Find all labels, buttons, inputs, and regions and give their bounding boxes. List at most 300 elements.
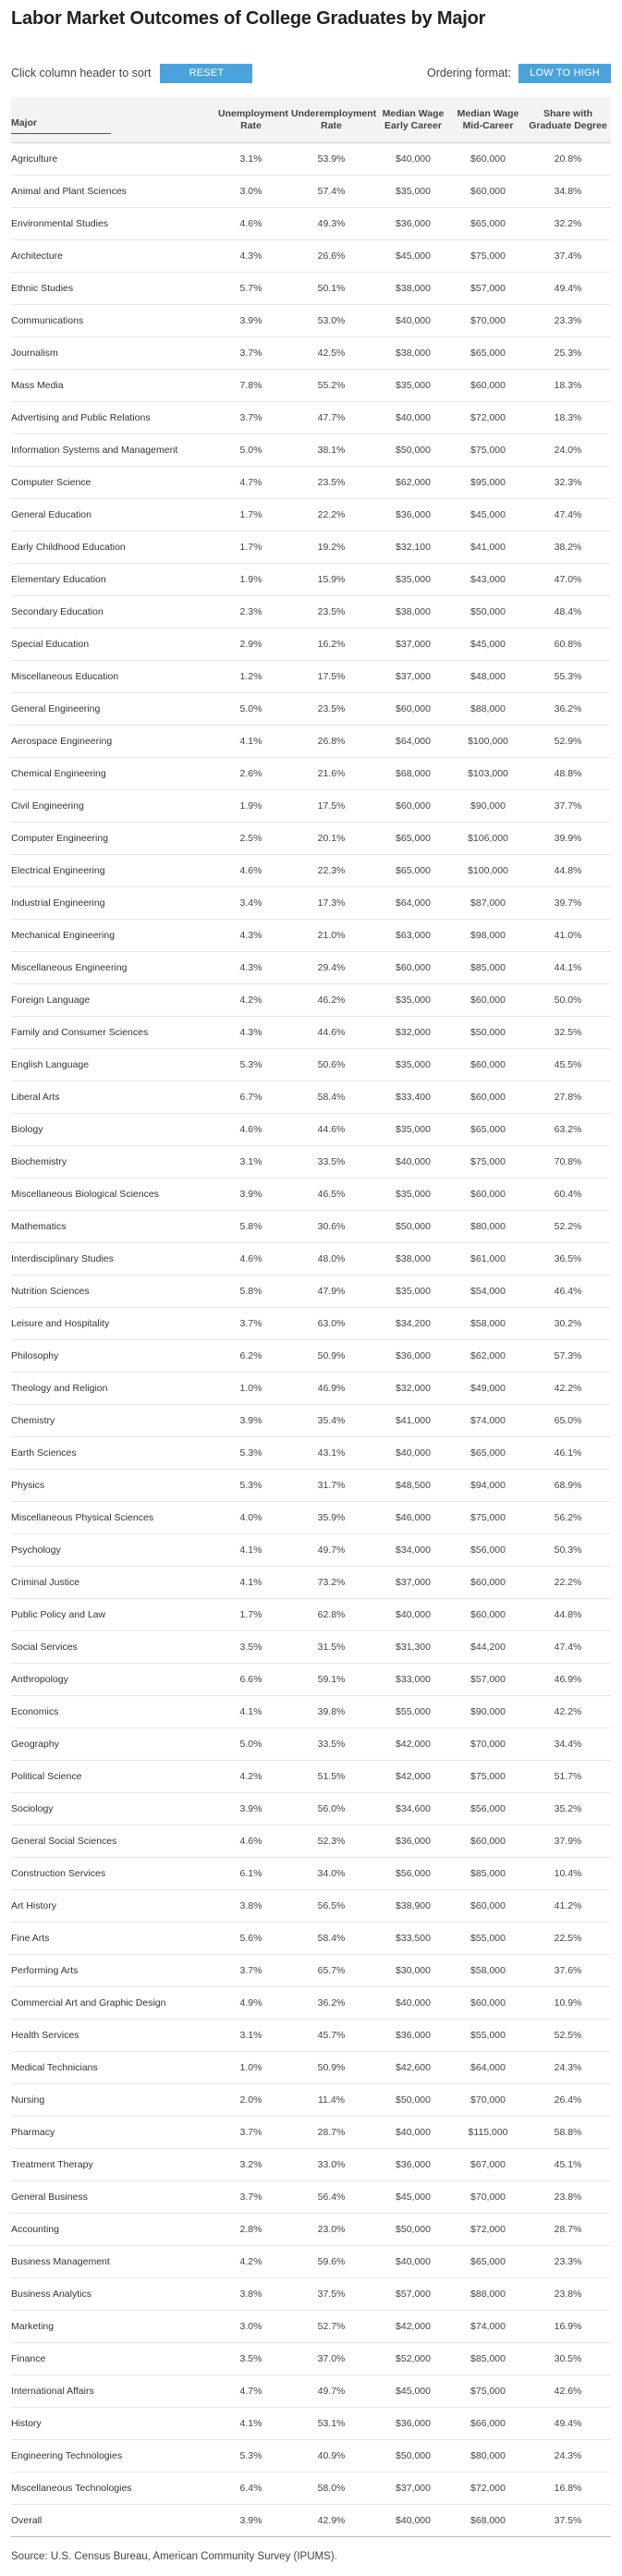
table-row	[11, 2214, 611, 2246]
cell-median-wage-mid: $80,000	[451, 2440, 525, 2472]
cell-unemployment-rate: 3.8%	[214, 1890, 287, 1923]
cell-major: Computer Engineering	[11, 823, 214, 855]
reset-button[interactable]: RESET	[160, 64, 252, 83]
cell-unemployment-rate: 5.3%	[214, 1470, 287, 1502]
cell-median-wage-mid: $75,000	[451, 240, 525, 273]
cell-major: General Education	[11, 499, 214, 531]
cell-graduate-share: 48.4%	[525, 596, 611, 629]
table-row	[11, 1276, 611, 1308]
table-row	[11, 1987, 611, 2020]
cell-graduate-share: 16.8%	[525, 2472, 611, 2505]
cell-graduate-share: 23.8%	[525, 2278, 611, 2311]
cell-graduate-share: 70.8%	[525, 1146, 611, 1178]
cell-median-wage-early: $34,200	[375, 1308, 451, 1340]
cell-underemployment-rate: 26.8%	[287, 726, 375, 758]
cell-major: Elementary Education	[11, 564, 214, 596]
cell-underemployment-rate: 15.9%	[287, 564, 375, 596]
cell-major: Accounting	[11, 2214, 214, 2246]
cell-underemployment-rate: 53.0%	[287, 305, 375, 337]
controls-bar	[11, 62, 611, 84]
cell-underemployment-rate: 30.6%	[287, 1211, 375, 1243]
cell-median-wage-mid: $95,000	[451, 467, 525, 499]
cell-underemployment-rate: 40.9%	[287, 2440, 375, 2472]
table-row	[11, 693, 611, 726]
cell-underemployment-rate: 21.0%	[287, 920, 375, 952]
cell-unemployment-rate: 3.0%	[214, 176, 287, 208]
cell-major: Fine Arts	[11, 1923, 214, 1955]
table-row	[11, 790, 611, 823]
cell-unemployment-rate: 4.3%	[214, 920, 287, 952]
cell-median-wage-early: $34,600	[375, 1793, 451, 1825]
cell-major: Communications	[11, 305, 214, 337]
cell-unemployment-rate: 3.8%	[214, 2278, 287, 2311]
cell-median-wage-early: $37,000	[375, 1567, 451, 1599]
sort-hint: Click column header to sort	[11, 67, 152, 79]
cell-major: Pharmacy	[11, 2117, 214, 2149]
cell-major: Philosophy	[11, 1340, 214, 1373]
cell-underemployment-rate: 44.6%	[287, 1114, 375, 1146]
cell-underemployment-rate: 35.9%	[287, 1502, 375, 1534]
cell-graduate-share: 49.4%	[525, 273, 611, 305]
cell-major: Miscellaneous Technologies	[11, 2472, 214, 2505]
table-row	[11, 1955, 611, 1987]
cell-median-wage-mid: $50,000	[451, 1017, 525, 1049]
cell-graduate-share: 23.3%	[525, 2246, 611, 2278]
cell-major: Chemical Engineering	[11, 758, 214, 790]
cell-median-wage-mid: $90,000	[451, 790, 525, 823]
cell-graduate-share: 36.5%	[525, 1243, 611, 1276]
cell-unemployment-rate: 3.1%	[214, 143, 287, 176]
cell-unemployment-rate: 1.0%	[214, 2052, 287, 2084]
cell-median-wage-early: $36,000	[375, 1340, 451, 1373]
cell-unemployment-rate: 6.6%	[214, 1664, 287, 1696]
cell-median-wage-mid: $64,000	[451, 2052, 525, 2084]
cell-median-wage-mid: $60,000	[451, 1081, 525, 1114]
column-header-underemployment-rate[interactable]: Underemployment Rate	[287, 97, 375, 143]
cell-underemployment-rate: 52.7%	[287, 2311, 375, 2343]
cell-median-wage-early: $32,000	[375, 1373, 451, 1405]
cell-graduate-share: 60.8%	[525, 629, 611, 661]
cell-major: Art History	[11, 1890, 214, 1923]
cell-unemployment-rate: 3.7%	[214, 1308, 287, 1340]
cell-unemployment-rate: 3.5%	[214, 1631, 287, 1664]
cell-unemployment-rate: 5.3%	[214, 1049, 287, 1081]
cell-median-wage-early: $60,000	[375, 790, 451, 823]
cell-median-wage-mid: $74,000	[451, 1405, 525, 1437]
cell-median-wage-early: $38,900	[375, 1890, 451, 1923]
cell-graduate-share: 37.9%	[525, 1825, 611, 1858]
cell-underemployment-rate: 28.7%	[287, 2117, 375, 2149]
cell-major: Civil Engineering	[11, 790, 214, 823]
cell-graduate-share: 50.3%	[525, 1534, 611, 1567]
cell-major: Theology and Religion	[11, 1373, 214, 1405]
cell-underemployment-rate: 58.0%	[287, 2472, 375, 2505]
table-row	[11, 2440, 611, 2472]
table-row	[11, 564, 611, 596]
cell-median-wage-early: $46,000	[375, 1502, 451, 1534]
cell-underemployment-rate: 50.9%	[287, 1340, 375, 1373]
table-row	[11, 2020, 611, 2052]
cell-median-wage-early: $40,000	[375, 1437, 451, 1470]
cell-major: Special Education	[11, 629, 214, 661]
cell-major: Advertising and Public Relations	[11, 402, 214, 434]
table-body	[11, 143, 611, 2537]
cell-underemployment-rate: 43.1%	[287, 1437, 375, 1470]
majors-table	[11, 97, 611, 2537]
cell-graduate-share: 52.2%	[525, 1211, 611, 1243]
cell-underemployment-rate: 23.5%	[287, 467, 375, 499]
cell-unemployment-rate: 5.0%	[214, 693, 287, 726]
cell-median-wage-mid: $94,000	[451, 1470, 525, 1502]
cell-median-wage-mid: $75,000	[451, 2375, 525, 2408]
cell-unemployment-rate: 3.9%	[214, 1405, 287, 1437]
table-row	[11, 984, 611, 1017]
cell-median-wage-mid: $85,000	[451, 2343, 525, 2375]
cell-median-wage-mid: $60,000	[451, 176, 525, 208]
cell-median-wage-early: $35,000	[375, 370, 451, 402]
cell-unemployment-rate: 1.7%	[214, 499, 287, 531]
cell-graduate-share: 39.7%	[525, 887, 611, 920]
cell-graduate-share: 41.0%	[525, 920, 611, 952]
cell-median-wage-mid: $115,000	[451, 2117, 525, 2149]
table-row	[11, 1081, 611, 1114]
table-row	[11, 2343, 611, 2375]
cell-median-wage-mid: $44,200	[451, 1631, 525, 1664]
cell-graduate-share: 24.3%	[525, 2052, 611, 2084]
cell-underemployment-rate: 31.7%	[287, 1470, 375, 1502]
cell-underemployment-rate: 63.0%	[287, 1308, 375, 1340]
cell-unemployment-rate: 1.9%	[214, 564, 287, 596]
cell-unemployment-rate: 5.3%	[214, 1437, 287, 1470]
cell-unemployment-rate: 4.1%	[214, 1567, 287, 1599]
table-row	[11, 1631, 611, 1664]
table-row	[11, 2084, 611, 2117]
cell-graduate-share: 37.4%	[525, 240, 611, 273]
table-row	[11, 337, 611, 370]
cell-median-wage-mid: $55,000	[451, 2020, 525, 2052]
table-row	[11, 2278, 611, 2311]
cell-major: Economics	[11, 1696, 214, 1728]
cell-median-wage-early: $38,000	[375, 1243, 451, 1276]
cell-unemployment-rate: 2.5%	[214, 823, 287, 855]
cell-underemployment-rate: 59.1%	[287, 1664, 375, 1696]
cell-graduate-share: 23.8%	[525, 2181, 611, 2214]
cell-major: Marketing	[11, 2311, 214, 2343]
cell-graduate-share: 60.4%	[525, 1178, 611, 1211]
cell-underemployment-rate: 17.3%	[287, 887, 375, 920]
cell-median-wage-mid: $100,000	[451, 726, 525, 758]
column-header-major[interactable]: Major	[11, 97, 214, 143]
cell-major: Engineering Technologies	[11, 2440, 214, 2472]
cell-median-wage-mid: $75,000	[451, 1146, 525, 1178]
cell-median-wage-mid: $65,000	[451, 2246, 525, 2278]
cell-major: Psychology	[11, 1534, 214, 1567]
cell-median-wage-early: $65,000	[375, 823, 451, 855]
cell-graduate-share: 47.4%	[525, 1631, 611, 1664]
cell-median-wage-mid: $60,000	[451, 1567, 525, 1599]
cell-median-wage-early: $32,100	[375, 531, 451, 564]
cell-unemployment-rate: 2.0%	[214, 2084, 287, 2117]
cell-major: Medical Technicians	[11, 2052, 214, 2084]
cell-major: Liberal Arts	[11, 1081, 214, 1114]
cell-median-wage-mid: $60,000	[451, 143, 525, 176]
cell-underemployment-rate: 22.2%	[287, 499, 375, 531]
cell-graduate-share: 58.8%	[525, 2117, 611, 2149]
cell-major: Earth Sciences	[11, 1437, 214, 1470]
cell-median-wage-mid: $87,000	[451, 887, 525, 920]
cell-unemployment-rate: 4.2%	[214, 2246, 287, 2278]
cell-underemployment-rate: 50.9%	[287, 2052, 375, 2084]
cell-median-wage-early: $37,000	[375, 629, 451, 661]
table-row	[11, 2408, 611, 2440]
cell-median-wage-early: $63,000	[375, 920, 451, 952]
cell-median-wage-early: $35,000	[375, 1114, 451, 1146]
cell-major: Nursing	[11, 2084, 214, 2117]
table-row	[11, 1696, 611, 1728]
cell-median-wage-mid: $106,000	[451, 823, 525, 855]
table-row	[11, 1373, 611, 1405]
cell-median-wage-mid: $66,000	[451, 2408, 525, 2440]
cell-major: Finance	[11, 2343, 214, 2375]
cell-median-wage-early: $40,000	[375, 305, 451, 337]
cell-unemployment-rate: 5.8%	[214, 1276, 287, 1308]
cell-major: Animal and Plant Sciences	[11, 176, 214, 208]
cell-major: Miscellaneous Education	[11, 661, 214, 693]
cell-underemployment-rate: 53.9%	[287, 143, 375, 176]
cell-major: Computer Science	[11, 467, 214, 499]
cell-median-wage-early: $41,000	[375, 1405, 451, 1437]
cell-graduate-share: 26.4%	[525, 2084, 611, 2117]
cell-graduate-share: 16.9%	[525, 2311, 611, 2343]
cell-unemployment-rate: 4.3%	[214, 1017, 287, 1049]
cell-median-wage-early: $40,000	[375, 1987, 451, 2020]
cell-major: Electrical Engineering	[11, 855, 214, 887]
cell-median-wage-early: $52,000	[375, 2343, 451, 2375]
cell-graduate-share: 24.3%	[525, 2440, 611, 2472]
cell-median-wage-mid: $65,000	[451, 208, 525, 240]
cell-major: Criminal Justice	[11, 1567, 214, 1599]
table-row	[11, 1243, 611, 1276]
cell-unemployment-rate: 6.7%	[214, 1081, 287, 1114]
cell-median-wage-early: $50,000	[375, 2440, 451, 2472]
cell-underemployment-rate: 37.0%	[287, 2343, 375, 2375]
cell-median-wage-mid: $60,000	[451, 1987, 525, 2020]
cell-major: Miscellaneous Biological Sciences	[11, 1178, 214, 1211]
cell-unemployment-rate: 3.5%	[214, 2343, 287, 2375]
cell-median-wage-early: $31,300	[375, 1631, 451, 1664]
cell-median-wage-early: $42,000	[375, 2311, 451, 2343]
cell-median-wage-early: $62,000	[375, 467, 451, 499]
cell-major: Environmental Studies	[11, 208, 214, 240]
cell-unemployment-rate: 3.2%	[214, 2149, 287, 2181]
cell-unemployment-rate: 4.6%	[214, 1114, 287, 1146]
table-row	[11, 1599, 611, 1631]
cell-unemployment-rate: 4.6%	[214, 855, 287, 887]
cell-median-wage-mid: $90,000	[451, 1696, 525, 1728]
cell-median-wage-early: $45,000	[375, 2181, 451, 2214]
cell-unemployment-rate: 4.3%	[214, 952, 287, 984]
cell-underemployment-rate: 38.1%	[287, 434, 375, 467]
cell-major: General Business	[11, 2181, 214, 2214]
cell-median-wage-mid: $49,000	[451, 1373, 525, 1405]
cell-major: General Social Sciences	[11, 1825, 214, 1858]
table-row	[11, 1923, 611, 1955]
cell-graduate-share: 48.8%	[525, 758, 611, 790]
cell-median-wage-early: $36,000	[375, 208, 451, 240]
ordering-format-button[interactable]: LOW TO HIGH	[518, 64, 611, 83]
table-row	[11, 1664, 611, 1696]
cell-graduate-share: 45.5%	[525, 1049, 611, 1081]
table-row	[11, 1049, 611, 1081]
cell-underemployment-rate: 36.2%	[287, 1987, 375, 2020]
cell-graduate-share: 23.3%	[525, 305, 611, 337]
cell-median-wage-mid: $57,000	[451, 273, 525, 305]
cell-major: Mathematics	[11, 1211, 214, 1243]
cell-underemployment-rate: 73.2%	[287, 1567, 375, 1599]
table-row	[11, 2181, 611, 2214]
cell-median-wage-mid: $54,000	[451, 1276, 525, 1308]
table-row	[11, 434, 611, 467]
cell-graduate-share: 68.9%	[525, 1470, 611, 1502]
cell-graduate-share: 47.0%	[525, 564, 611, 596]
cell-unemployment-rate: 2.9%	[214, 629, 287, 661]
cell-graduate-share: 46.9%	[525, 1664, 611, 1696]
cell-median-wage-mid: $75,000	[451, 434, 525, 467]
cell-major: Foreign Language	[11, 984, 214, 1017]
table-row	[11, 1437, 611, 1470]
cell-median-wage-early: $65,000	[375, 855, 451, 887]
cell-median-wage-early: $50,000	[375, 1211, 451, 1243]
table-row	[11, 629, 611, 661]
cell-median-wage-early: $30,000	[375, 1955, 451, 1987]
cell-underemployment-rate: 46.9%	[287, 1373, 375, 1405]
cell-underemployment-rate: 46.2%	[287, 984, 375, 1017]
cell-underemployment-rate: 39.8%	[287, 1696, 375, 1728]
cell-unemployment-rate: 4.0%	[214, 1502, 287, 1534]
cell-median-wage-mid: $67,000	[451, 2149, 525, 2181]
cell-median-wage-early: $60,000	[375, 693, 451, 726]
table-row	[11, 273, 611, 305]
cell-underemployment-rate: 35.4%	[287, 1405, 375, 1437]
column-header-graduate-degree-share[interactable]: Share with Graduate Degree	[525, 97, 611, 143]
cell-underemployment-rate: 20.1%	[287, 823, 375, 855]
cell-median-wage-mid: $60,000	[451, 1049, 525, 1081]
cell-underemployment-rate: 29.4%	[287, 952, 375, 984]
table-row	[11, 499, 611, 531]
cell-underemployment-rate: 42.9%	[287, 2505, 375, 2537]
cell-unemployment-rate: 5.0%	[214, 1728, 287, 1761]
cell-unemployment-rate: 4.7%	[214, 2375, 287, 2408]
cell-median-wage-early: $35,000	[375, 1276, 451, 1308]
cell-graduate-share: 34.4%	[525, 1728, 611, 1761]
cell-major: Biology	[11, 1114, 214, 1146]
table-row	[11, 467, 611, 499]
table-row	[11, 2311, 611, 2343]
cell-major: Mechanical Engineering	[11, 920, 214, 952]
column-header-unemployment-rate[interactable]: Unemployment Rate	[214, 97, 287, 143]
cell-graduate-share: 27.8%	[525, 1081, 611, 1114]
table-row	[11, 2117, 611, 2149]
cell-major: Sociology	[11, 1793, 214, 1825]
cell-underemployment-rate: 22.3%	[287, 855, 375, 887]
cell-median-wage-mid: $70,000	[451, 1728, 525, 1761]
cell-unemployment-rate: 3.7%	[214, 337, 287, 370]
cell-underemployment-rate: 23.0%	[287, 2214, 375, 2246]
cell-median-wage-mid: $70,000	[451, 2181, 525, 2214]
cell-major: Architecture	[11, 240, 214, 273]
cell-median-wage-mid: $70,000	[451, 305, 525, 337]
table-row	[11, 1017, 611, 1049]
cell-median-wage-early: $37,000	[375, 2472, 451, 2505]
cell-median-wage-early: $42,600	[375, 2052, 451, 2084]
table-row	[11, 1825, 611, 1858]
table-row	[11, 531, 611, 564]
cell-underemployment-rate: 50.1%	[287, 273, 375, 305]
cell-major: Family and Consumer Sciences	[11, 1017, 214, 1049]
table-row	[11, 2052, 611, 2084]
cell-underemployment-rate: 50.6%	[287, 1049, 375, 1081]
cell-unemployment-rate: 4.1%	[214, 726, 287, 758]
cell-median-wage-early: $34,000	[375, 1534, 451, 1567]
cell-unemployment-rate: 4.6%	[214, 1243, 287, 1276]
cell-median-wage-early: $35,000	[375, 176, 451, 208]
cell-major: Aerospace Engineering	[11, 726, 214, 758]
cell-underemployment-rate: 31.5%	[287, 1631, 375, 1664]
column-header-median-wage-mid-career[interactable]: Median Wage Mid-Career	[451, 97, 525, 143]
cell-major: Information Systems and Management	[11, 434, 214, 467]
table-row	[11, 2375, 611, 2408]
cell-graduate-share: 44.8%	[525, 855, 611, 887]
table-row	[11, 1470, 611, 1502]
cell-median-wage-mid: $43,000	[451, 564, 525, 596]
cell-major: Construction Services	[11, 1858, 214, 1890]
table-row	[11, 855, 611, 887]
cell-unemployment-rate: 3.1%	[214, 2020, 287, 2052]
column-header-median-wage-early-career[interactable]: Median Wage Early Career	[375, 97, 451, 143]
cell-underemployment-rate: 23.5%	[287, 596, 375, 629]
cell-median-wage-early: $40,000	[375, 2505, 451, 2537]
cell-median-wage-mid: $58,000	[451, 1955, 525, 1987]
cell-graduate-share: 57.3%	[525, 1340, 611, 1373]
table-row	[11, 920, 611, 952]
cell-graduate-share: 37.5%	[525, 2505, 611, 2537]
cell-major: Journalism	[11, 337, 214, 370]
cell-unemployment-rate: 3.9%	[214, 1178, 287, 1211]
cell-unemployment-rate: 6.1%	[214, 1858, 287, 1890]
cell-median-wage-early: $38,000	[375, 596, 451, 629]
cell-underemployment-rate: 52.3%	[287, 1825, 375, 1858]
cell-underemployment-rate: 44.6%	[287, 1017, 375, 1049]
table-row	[11, 2505, 611, 2537]
cell-underemployment-rate: 49.7%	[287, 2375, 375, 2408]
cell-major: Performing Arts	[11, 1955, 214, 1987]
cell-graduate-share: 25.3%	[525, 337, 611, 370]
cell-unemployment-rate: 6.2%	[214, 1340, 287, 1373]
cell-graduate-share: 42.2%	[525, 1696, 611, 1728]
table-row	[11, 758, 611, 790]
cell-median-wage-early: $57,000	[375, 2278, 451, 2311]
cell-median-wage-mid: $58,000	[451, 1308, 525, 1340]
cell-graduate-share: 63.2%	[525, 1114, 611, 1146]
cell-graduate-share: 42.6%	[525, 2375, 611, 2408]
table-row	[11, 1890, 611, 1923]
cell-major: Chemistry	[11, 1405, 214, 1437]
cell-graduate-share: 35.2%	[525, 1793, 611, 1825]
cell-median-wage-mid: $70,000	[451, 2084, 525, 2117]
cell-unemployment-rate: 4.3%	[214, 240, 287, 273]
cell-major: Business Management	[11, 2246, 214, 2278]
table-row	[11, 2246, 611, 2278]
